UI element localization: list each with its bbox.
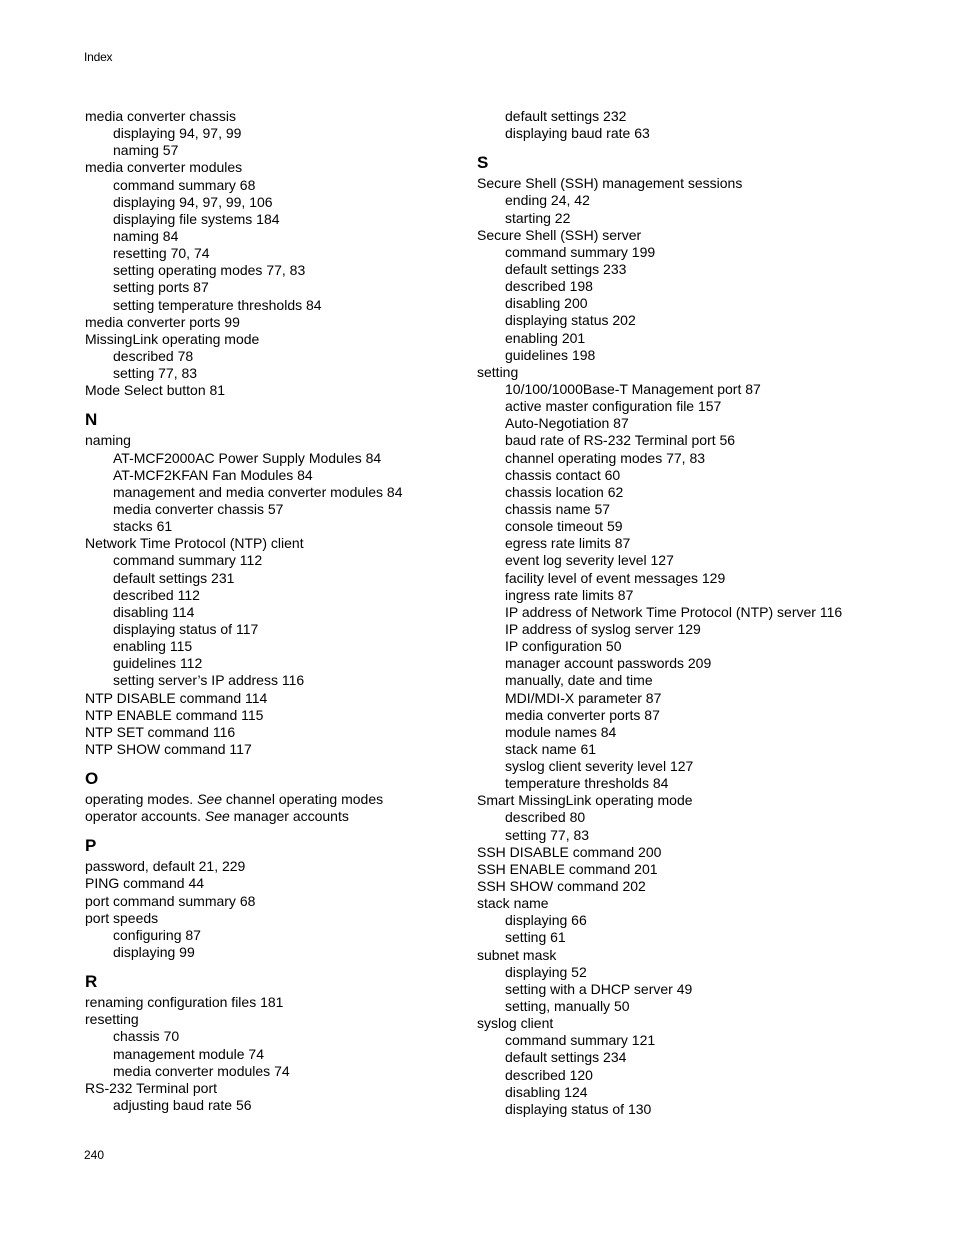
entry-text: operating modes. <box>85 791 198 808</box>
index-subentry: channel operating modes 77, 83 <box>505 449 706 466</box>
index-subentry: displaying 66 <box>505 912 587 929</box>
index-subentry: chassis 70 <box>113 1028 180 1045</box>
index-subentry: media converter chassis 57 <box>113 500 284 517</box>
index-subentry: displaying file systems 184 <box>113 210 280 227</box>
index-subentry: setting ports 87 <box>113 279 209 296</box>
index-subentry: media converter ports 87 <box>505 706 660 723</box>
index-entry: NTP SET command 116 <box>85 723 236 740</box>
index-entry: Secure Shell (SSH) management sessions <box>477 175 743 192</box>
index-entry: port speeds <box>85 909 159 926</box>
index-entry: NTP ENABLE command 115 <box>85 706 264 723</box>
index-subentry: Auto-Negotiation 87 <box>505 415 629 432</box>
index-subentry: displaying 94, 97, 99 <box>113 125 242 142</box>
index-subentry: guidelines 112 <box>113 655 203 672</box>
index-subentry: chassis name 57 <box>505 500 611 517</box>
index-entry: stack name <box>477 895 549 912</box>
index-subentry: displaying baud rate 63 <box>505 125 650 142</box>
index-subentry: AT-MCF2000AC Power Supply Modules 84 <box>113 449 382 466</box>
index-subentry: module names 84 <box>505 723 617 740</box>
index-entry: MissingLink operating mode <box>85 330 260 347</box>
index-subentry: setting 77, 83 <box>505 826 590 843</box>
index-entry: media converter modules <box>85 159 243 176</box>
index-subentry: temperature thresholds 84 <box>505 775 669 792</box>
index-subentry: displaying status of 130 <box>505 1100 652 1117</box>
index-subentry: event log severity level 127 <box>505 552 674 569</box>
index-entry: Mode Select button 81 <box>85 382 226 399</box>
index-subentry: default settings 231 <box>113 569 235 586</box>
index-entry: NTP SHOW command 117 <box>85 740 252 757</box>
index-entry: resetting <box>85 1011 139 1028</box>
index-subentry: manager account passwords 209 <box>505 655 712 672</box>
index-subentry: stack name 61 <box>505 740 597 757</box>
index-subentry: manually, date and time <box>505 672 653 689</box>
index-section-letter: N <box>85 410 98 430</box>
index-subentry: starting 22 <box>505 209 571 226</box>
index-subentry: baud rate of RS-232 Terminal port 56 <box>505 432 736 449</box>
index-subentry: IP address of Network Time Protocol (NTP) server 116 <box>505 603 843 620</box>
index-subentry: displaying 52 <box>505 963 587 980</box>
index-entry: PING command 44 <box>85 875 205 892</box>
index-subentry: IP configuration 50 <box>505 638 622 655</box>
index-subentry: chassis contact 60 <box>505 466 621 483</box>
index-subentry: displaying status 202 <box>505 312 636 329</box>
index-section-letter: R <box>85 972 98 992</box>
index-entry: media converter ports 99 <box>85 313 240 330</box>
index-subentry: resetting 70, 74 <box>113 245 210 262</box>
index-subentry: adjusting baud rate 56 <box>113 1097 252 1114</box>
index-entry: password, default 21, 229 <box>85 858 246 875</box>
page-number: 240 <box>84 1148 105 1162</box>
index-column-right <box>477 108 917 1118</box>
index-entry-see-reference <box>85 791 470 808</box>
index-subentry: naming 84 <box>113 227 179 244</box>
index-subentry: described 80 <box>505 809 586 826</box>
index-section-letter: O <box>85 769 99 789</box>
index-subentry: command summary 112 <box>113 552 263 569</box>
see-target: channel operating modes <box>222 791 384 808</box>
index-section-letter: P <box>85 836 97 856</box>
index-subentry: described 112 <box>113 586 200 603</box>
index-subentry: AT-MCF2KFAN Fan Modules 84 <box>113 466 313 483</box>
index-subentry: enabling 115 <box>113 638 193 655</box>
index-entry: Smart MissingLink operating mode <box>477 792 693 809</box>
index-subentry: naming 57 <box>113 142 179 159</box>
index-subentry: setting 77, 83 <box>113 365 198 382</box>
see-label: See <box>204 808 230 825</box>
index-entry: SSH DISABLE command 200 <box>477 843 662 860</box>
index-subentry: ending 24, 42 <box>505 192 590 209</box>
index-subentry: management and media converter modules 84 <box>113 483 403 500</box>
index-entry: renaming configuration files 181 <box>85 994 284 1011</box>
index-subentry: setting server’s IP address 116 <box>113 672 305 689</box>
index-entry-see-reference <box>85 808 470 825</box>
index-subentry: command summary 68 <box>113 176 256 193</box>
index-subentry: described 78 <box>113 347 194 364</box>
index-subentry: default settings 234 <box>505 1049 627 1066</box>
index-subentry: egress rate limits 87 <box>505 535 631 552</box>
index-subentry: guidelines 198 <box>505 346 596 363</box>
index-subentry: IP address of syslog server 129 <box>505 620 701 637</box>
index-subentry: setting operating modes 77, 83 <box>113 262 306 279</box>
index-subentry: displaying 94, 97, 99, 106 <box>113 193 273 210</box>
index-subentry: displaying status of 117 <box>113 620 259 637</box>
entry-text: operator accounts. <box>85 808 205 825</box>
index-column-left <box>85 108 470 1114</box>
index-subentry: described 198 <box>505 278 593 295</box>
index-entry: NTP DISABLE command 114 <box>85 689 268 706</box>
index-subentry: setting with a DHCP server 49 <box>505 980 693 997</box>
index-subentry: enabling 201 <box>505 329 586 346</box>
index-subentry: command summary 121 <box>505 1032 656 1049</box>
index-entry: media converter chassis <box>85 108 236 124</box>
index-subentry: displaying 99 <box>113 944 195 961</box>
index-subentry: default settings 233 <box>505 260 627 277</box>
index-subentry: configuring 87 <box>113 926 201 943</box>
index-subentry: 10/100/1000Base-T Management port 87 <box>505 380 761 397</box>
index-subentry: described 120 <box>505 1066 593 1083</box>
index-subentry: console timeout 59 <box>505 518 623 535</box>
index-subentry: active master configuration file 157 <box>505 398 722 415</box>
index-subentry: syslog client severity level 127 <box>505 758 694 775</box>
index-subentry: MDI/MDI-X parameter 87 <box>505 689 662 706</box>
index-subentry: disabling 124 <box>505 1083 588 1100</box>
index-entry: Secure Shell (SSH) server <box>477 226 642 243</box>
index-subentry: disabling 200 <box>505 295 588 312</box>
index-subentry: media converter modules 74 <box>113 1062 290 1079</box>
index-subentry: setting 61 <box>505 929 566 946</box>
index-subentry: default settings 232 <box>505 108 627 124</box>
index-section-letter: S <box>477 153 489 173</box>
index-subentry: setting, manually 50 <box>505 998 630 1015</box>
index-subentry: management module 74 <box>113 1045 264 1062</box>
index-entry: setting <box>477 363 519 380</box>
index-entry: subnet mask <box>477 946 557 963</box>
see-target: manager accounts <box>229 808 349 825</box>
index-subentry: disabling 114 <box>113 603 195 620</box>
index-entry: naming <box>85 432 131 449</box>
index-subentry: setting temperature thresholds 84 <box>113 296 322 313</box>
index-subentry: command summary 199 <box>505 243 656 260</box>
index-entry: RS-232 Terminal port <box>85 1079 218 1096</box>
index-subentry: ingress rate limits 87 <box>505 586 634 603</box>
index-entry: Network Time Protocol (NTP) client <box>85 535 304 552</box>
index-entry: port command summary 68 <box>85 892 256 909</box>
index-entry: SSH ENABLE command 201 <box>477 860 658 877</box>
index-subentry: stacks 61 <box>113 518 173 535</box>
see-label: See <box>197 791 222 808</box>
page-header-title: Index <box>84 50 113 64</box>
index-entry: SSH SHOW command 202 <box>477 878 646 895</box>
index-subentry: chassis location 62 <box>505 483 624 500</box>
index-subentry: facility level of event messages 129 <box>505 569 726 586</box>
index-entry: syslog client <box>477 1015 554 1032</box>
